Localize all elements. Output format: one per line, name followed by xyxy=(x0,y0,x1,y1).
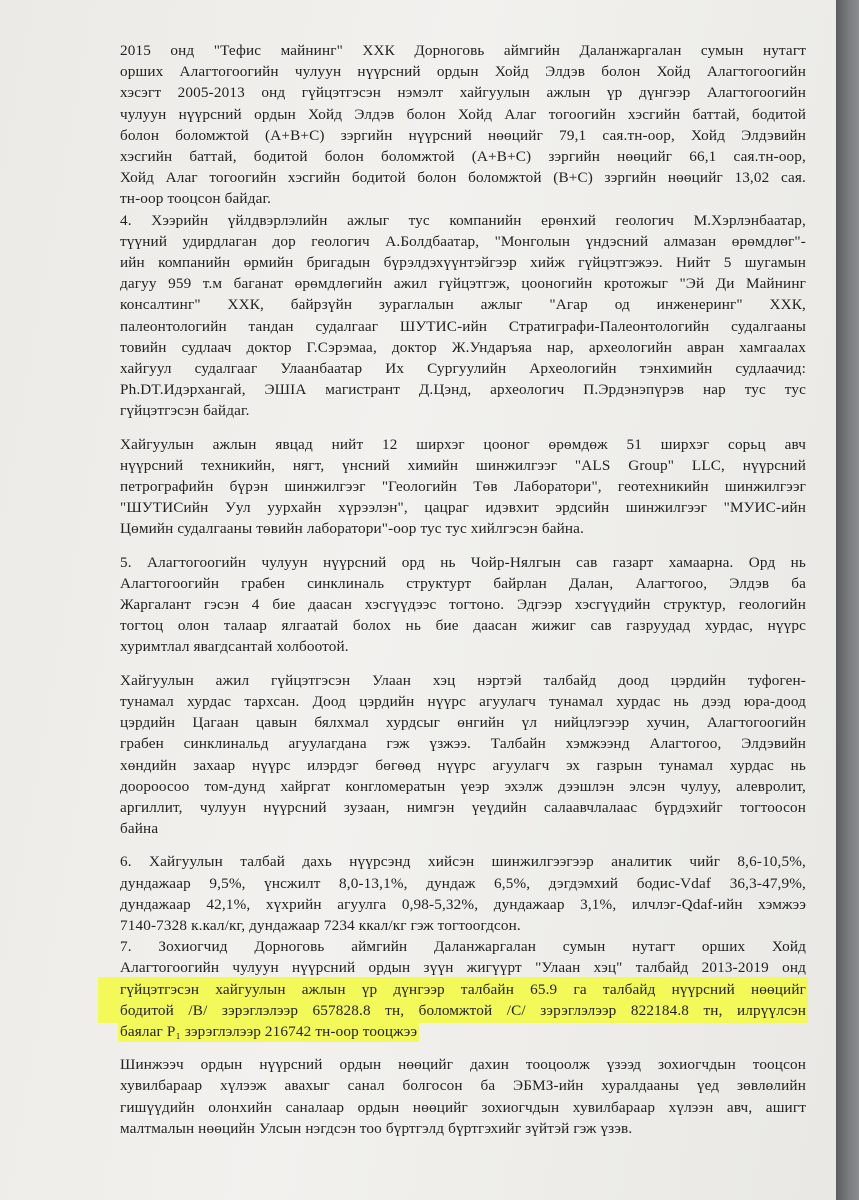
paragraph-2015-supplementary-exploration xyxy=(100,40,806,210)
text-line: тн-оор тооцсон байдаг. xyxy=(120,190,272,208)
text-line: хувилбараар хүлээж авахыг санал болгосон ба ЭБМЗ-ийн хуралдааны үед зөвлөлийн xyxy=(120,1077,806,1095)
text-line: гишүүдийн олонхийн саналаар ордын нөөцийг зохиогчдын хувилбараар хүлээн авч, ашигт xyxy=(120,1098,806,1116)
text-line: товийн судлаач доктор Г.Сэрэмаа, доктор Ж.Ундаръяа нар, археологийн авран хамгаалах xyxy=(120,338,806,356)
paragraph-5-deposit-structure xyxy=(100,552,806,658)
text-line: дундажаар 42,1%, хүхрийн агуулга 0,98-5,32%, дундажаар 3,1%, илчлэг-Qdaf-ийн хэмжээ xyxy=(120,895,806,913)
text-line: консалтинг" ХХК, байрзүйн зураглалын ажлыг "Агар од инженеринг" ХХК, xyxy=(120,296,806,314)
text-line: 7140-7328 к.кал/кг, дундажаар 7234 ккал/кг гэж тогтоогдсон. xyxy=(120,916,521,934)
paragraph-6-coal-quality xyxy=(100,851,806,936)
paragraph-expert-conclusion xyxy=(100,1054,806,1139)
document-body xyxy=(100,40,806,1139)
text-line: болон боломжтой (А+В+С) зэргийн нүүрсний нөөцийг 79,1 сая.тн-оор, Хойд Элдэвийн xyxy=(120,126,806,144)
text-line: Алагтогоогийн грабен синклиналь структурт байрлан Далан, Алагтогоо, Элдэв ба xyxy=(120,574,806,592)
paragraph-laboratory-analyses xyxy=(100,434,806,540)
text-line: 5. Алагтогоогийн чулуун нүүрсний орд нь Чойр-Нялгын сав газарт хамаарна. Орд нь xyxy=(120,553,806,571)
text-line: Ph.DT.Идэрхангай, ЭШІА магистрант Д.Цэнд, археологич П.Эрдэнэпүрэв нар тус тус xyxy=(120,381,806,399)
text-line: петрографийн бүрэн шинжилгээг "Геологийн Төв Лаборатори", геотехникийн шинжилгээг xyxy=(120,478,806,496)
paragraph-7-reserve-estimate xyxy=(100,936,806,1042)
text-line: дагуу 959 т.м баганат өрөмдлөгийн ажил гүйцэтгэж, цооногийн кротожыг "Эй Ди Майнинг xyxy=(120,275,806,293)
paragraph-geology-ulaan-khets xyxy=(100,670,806,840)
text-line: ийн компанийн өрмийн бригадын бүрэлдэхүүнтэйгээр хийж гүйцэтгэжээ. Нийт 5 шугамын xyxy=(120,254,806,272)
text-line: хэсгийн баттай, бодитой болон боломжтой (А+В+С) зэргийн нөөцийг 66,1 сая.тн-оор, xyxy=(120,148,806,166)
text-line: Шинжээч ордын нүүрсний ордын нөөцийг дахин тооцоолж үзээд зохиогчдын тооцсон xyxy=(120,1056,806,1074)
paragraph-4-field-work xyxy=(100,210,806,422)
text-line: орших Алагтогоогийн чулуун нүүрсний ордын Хойд Элдэв болон Хойд Алагтогоогийн xyxy=(120,63,806,81)
text-line: Алагтогоогийн чулуун нүүрсний ордын зүүн жигүүрт "Улаан хэц" талбайд 2013-2019 онд xyxy=(120,959,806,977)
text-line: малтмалын нөөцийн Улсын нэгдсэн тоо бүртгэлд бүртгэхийг зүйтэй гэж үзэв. xyxy=(120,1119,633,1137)
text-line: 2015 онд "Тефис майнинг" ХХК Дорноговь аймгийн Даланжаргалан сумын нутагт xyxy=(120,42,806,59)
text-line: хөндийн захаар нүүрс илэрдэг бөгөөд нүүрс агуулагч эх газрын тунамал хурдас нь xyxy=(120,756,806,774)
text-line: түүний удирдлаган дор геологич А.Болдбаатар, "Монголын үндэсний алмазан өрөмдлөг"- xyxy=(120,232,806,250)
text-line: дундажаар 9,5%, үнсжилт 8,0-13,1%, дундаж 6,5%, дэгдэмхий бодис-Vdaf 36,3-47,9%, xyxy=(120,874,806,892)
text-line: байна xyxy=(120,820,159,838)
text-line: хуримтлал явагдсантай холбоотой. xyxy=(120,638,349,656)
text-line: доороосоо том-дунд хайргат конгломератын үеэр эхэлж дээшлэн элсэн чулуу, алевролит, xyxy=(120,777,806,795)
text-line xyxy=(100,1021,806,1042)
text-line: палеонтологийн тандан судалгааг ШУТИС-ийн Стратиграфи-Палеонтологийн судалгааны xyxy=(120,317,806,335)
text-line: нүүрсний техникийн, нягт, үнсний химийн шинжилгээг "ALS Group" LLC, нүүрсний xyxy=(120,456,806,474)
highlighted-line: бодитой /В/ зэрэглэлээр 657828.8 тн, боломжтой /С/ зэрэглэлээр 822184.8 тн, илрүүлсэн xyxy=(100,1000,806,1021)
text-line: чулуун нүүрсний ордын Хойд Элдэв болон Хойд Алаг тогоогийн хэсгийн баттай, бодитой xyxy=(120,105,806,123)
text-line: гүйцэтгэсэн байдаг. xyxy=(120,402,250,420)
highlighted-line: баялаг Р₁ зэрэглэлээр 216742 тн-оор тооцжээ xyxy=(120,1022,418,1040)
text-line: грабен синклинальд агуулагдана гэж үзжээ. Талбайн хэмжээнд Алагтогоо, Элдэвийн xyxy=(120,735,806,753)
text-line: тогтоц олон талаар ялгаатай болох нь бие даасан жижиг сав газруудад хурдас, нүүрс xyxy=(120,617,806,635)
text-line: Хайгуулын ажил гүйцэтгэсэн Улаан хэц нэртэй талбайд доод цэрдийн туфоген- xyxy=(120,671,806,689)
text-line: цэрдийн Цагаан цавын бялхмал хурдсыг өнгийн үл нийцлэгээр хучин, Алагтогоогийн xyxy=(120,714,806,732)
text-line: 4. Хээрийн үйлдвэрлэлийн ажлыг тус компанийн ерөнхий геологич М.Хэрлэнбаатар, xyxy=(120,211,806,229)
text-line: хэсэгт 2005-2013 онд гүйцэтгэсэн нэмэлт хайгуулын ажлын үр дүнгээр Алагтогоогийн xyxy=(120,84,806,102)
text-line: Хойд Алаг тогоогийн хэсгийн бодитой болон боломжтой (В+С) зэргийн нөөцийг 13,02 сая. xyxy=(120,169,806,187)
background-edge xyxy=(836,0,859,1200)
text-line: Цөмийн судалгааны төвийн лаборатори"-оор тус тус хийлгэсэн байна. xyxy=(120,520,584,538)
text-line: хайгуул судалгааг Улаанбаатар Их Сургуулийн Археологийн тэнхимийн судлаачид: xyxy=(120,360,806,378)
highlighted-line: гүйцэтгэсэн хайгуулын ажлын үр дүнгээр талбайн 65.9 га талбайд нүүрсний нөөцийг xyxy=(100,979,806,1000)
text-line: "ШУТИСийн Уул уурхайн хүрээлэн", цацраг идэвхит эрдсийн шинжилгээг "МУИС-ийн xyxy=(120,499,806,517)
text-line: 6. Хайгуулын талбай дахь нүүрсэнд хийсэн шинжилгээгээр аналитик чийг 8,6-10,5%, xyxy=(120,853,806,871)
text-line: Жаргалант гэсэн 4 бие даасан хэсгүүдээс тогтоно. Эдгээр хэсгүүдийн структур, геологийн xyxy=(120,596,806,614)
text-line: Хайгуулын ажлын явцад нийт 12 ширхэг цооног өрөмдөж 51 ширхэг сорьц авч xyxy=(120,435,806,453)
text-line: тунамал хурдас тархсан. Доод цэрдийн нүүрс агуулагч тунамал хурдас нь дээд юра-доод xyxy=(120,692,806,710)
text-line: аргиллит, чулуун нүүрсний зузаан, нимгэн үеүдийн салаавчлалаас бүрдэхийг тогтоосон xyxy=(120,798,806,816)
text-line: 7. Зохиогчид Дорноговь аймгийн Даланжаргалан сумын нутагт орших Хойд xyxy=(120,938,806,956)
